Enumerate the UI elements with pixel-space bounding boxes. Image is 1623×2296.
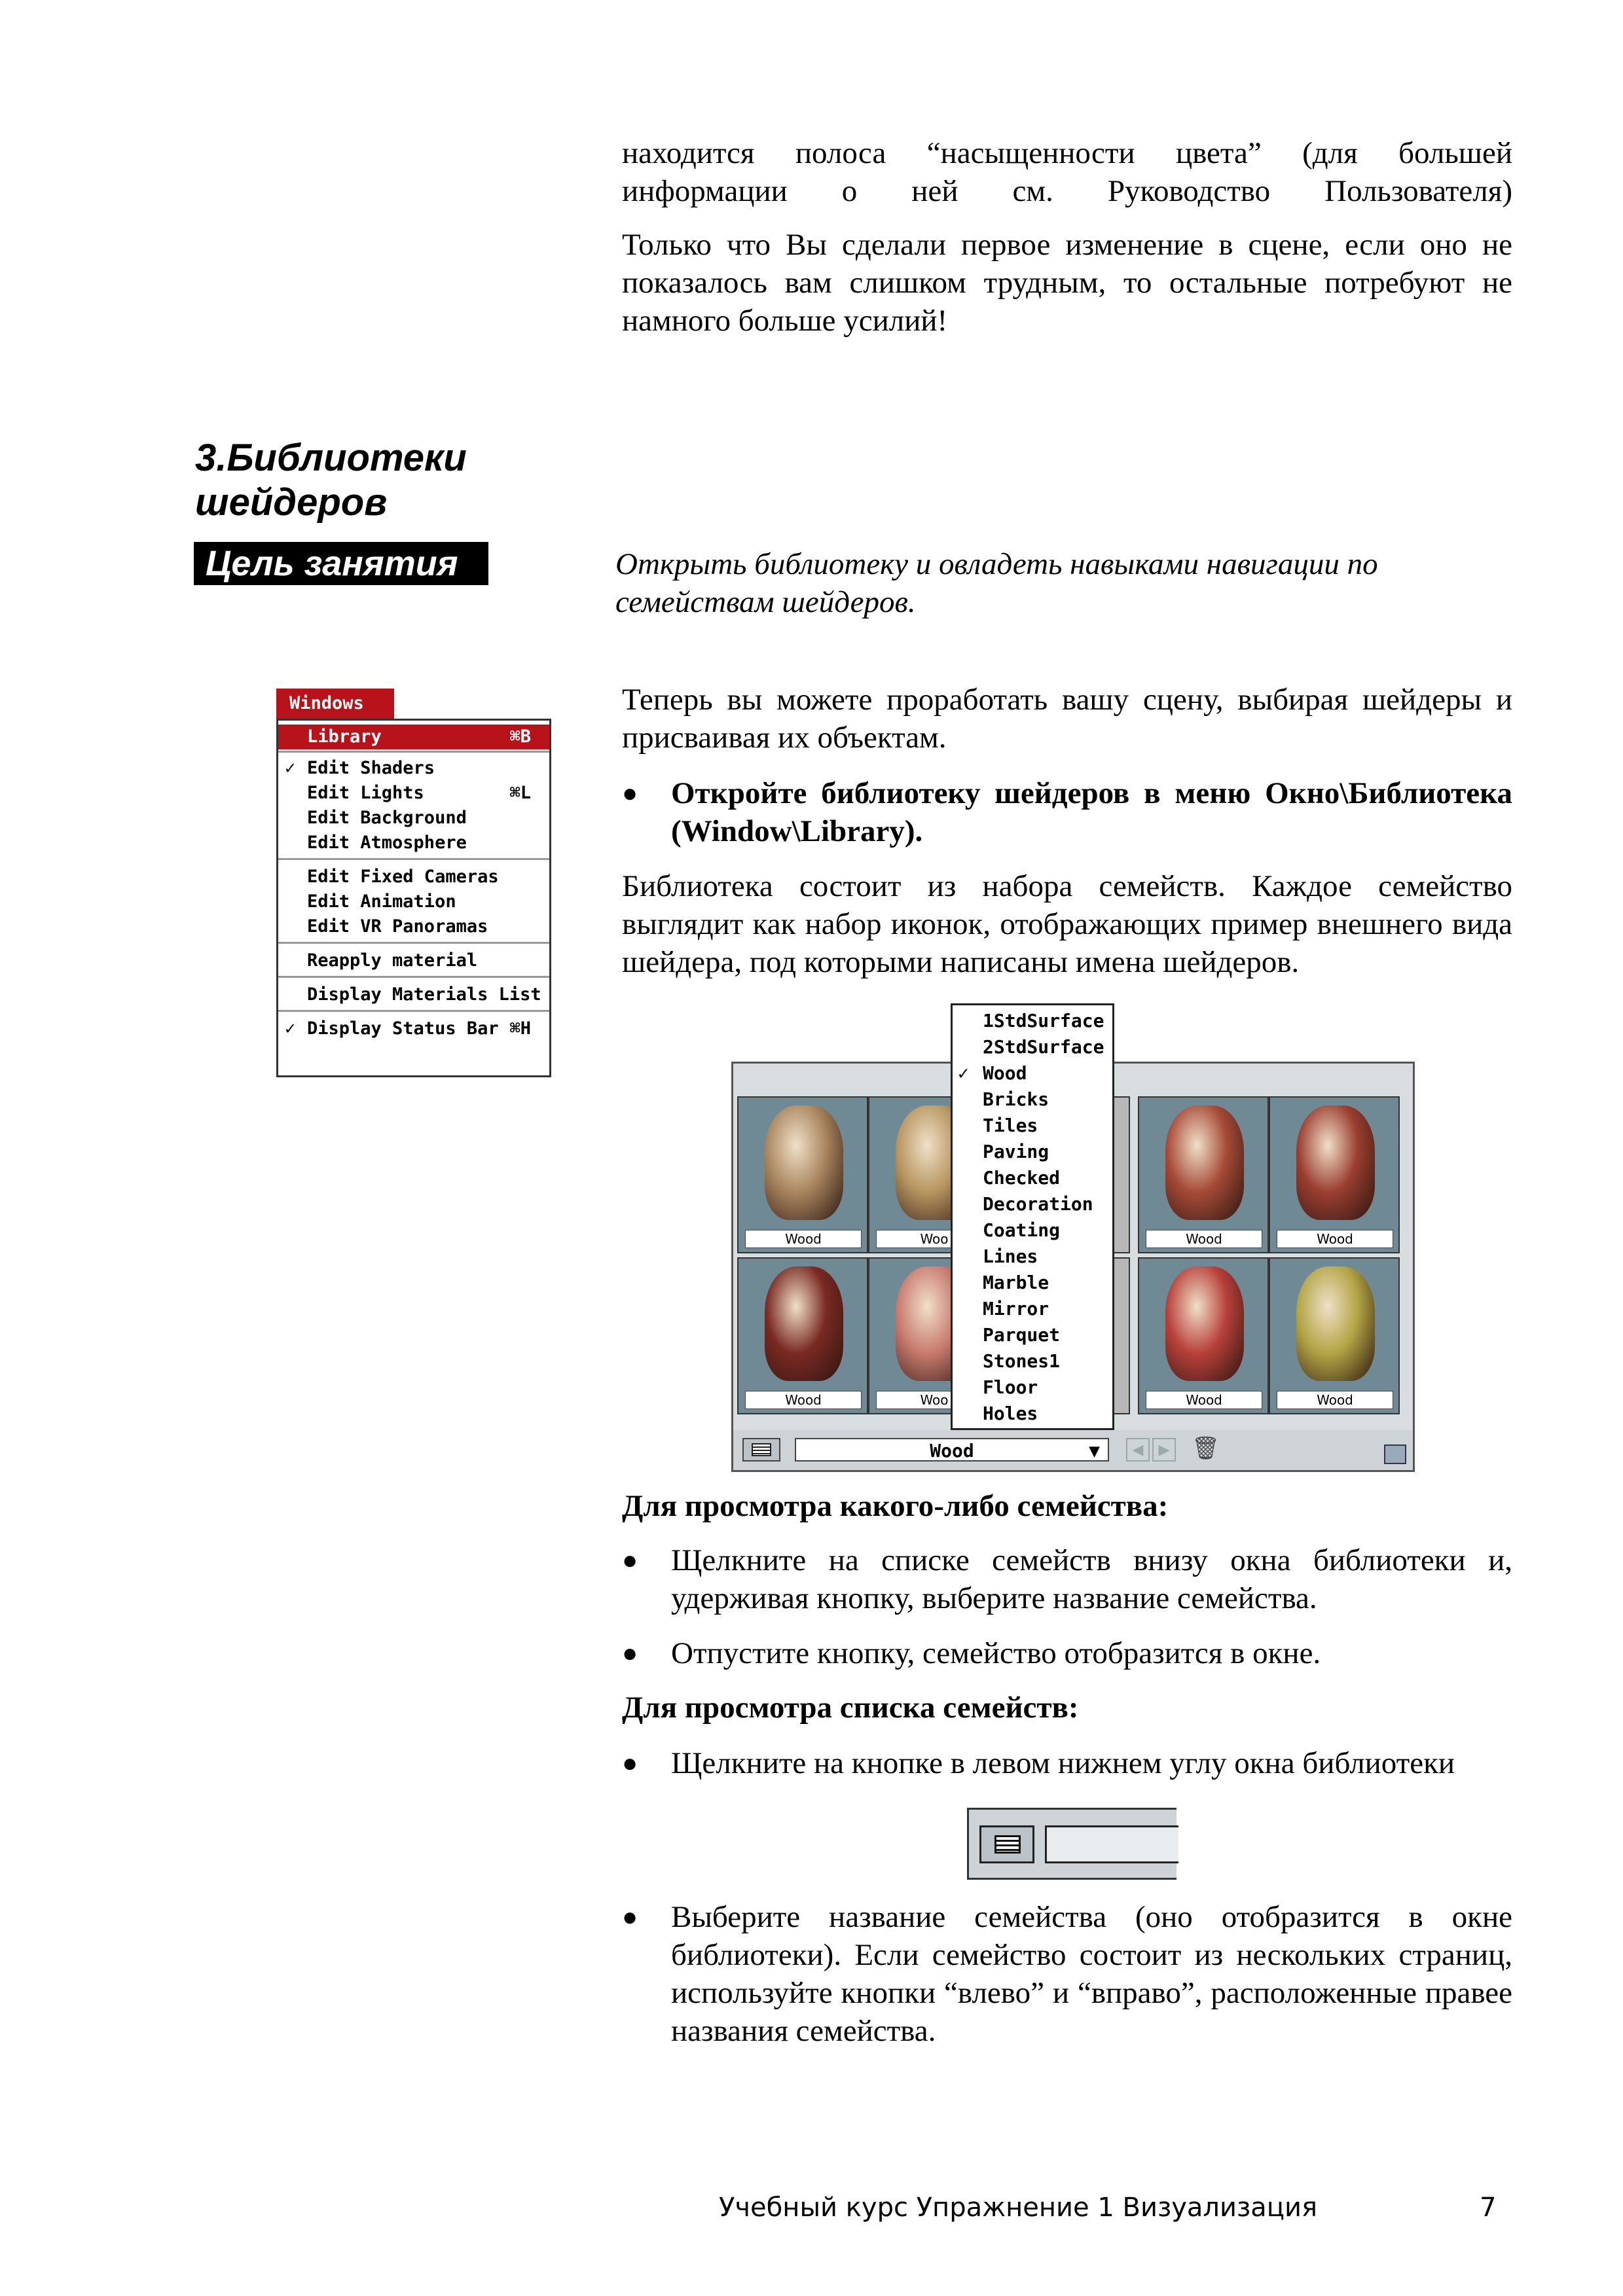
bullet-dot: ● bbox=[622, 778, 638, 808]
family-list-item[interactable] bbox=[953, 1296, 1112, 1322]
menu-title[interactable]: Windows bbox=[276, 689, 394, 719]
menu-item[interactable] bbox=[278, 725, 549, 749]
family-list-item-label: Mirror bbox=[983, 1298, 1049, 1319]
bullet-dot: ● bbox=[622, 1545, 638, 1575]
page-left-button[interactable]: ◀ bbox=[1126, 1438, 1150, 1462]
list-icon bbox=[994, 1835, 1021, 1854]
menu-item-shortcut: ⌘L bbox=[509, 783, 531, 803]
menu-item[interactable] bbox=[278, 889, 549, 914]
menu-item[interactable] bbox=[278, 1016, 549, 1041]
body-paragraph-2: Библиотека состоит из набора семейств. Каждое семейство выглядит как набор иконок, отображающих пример внешнего вида шейдера, под которыми написаны имена шейдеров. bbox=[622, 869, 1512, 979]
menu-item[interactable] bbox=[278, 756, 549, 781]
menu-item-label: Edit Shaders bbox=[307, 758, 435, 778]
bullet-dot: ● bbox=[622, 1638, 638, 1668]
shader-name-label: Wood bbox=[745, 1391, 862, 1409]
family-dropdown[interactable] bbox=[795, 1438, 1109, 1462]
shader-name-label: Wood bbox=[745, 1230, 862, 1248]
shader-preview-figure bbox=[1165, 1266, 1244, 1381]
family-list-item-label: Tiles bbox=[983, 1115, 1038, 1136]
menu-item[interactable] bbox=[278, 948, 549, 973]
family-list-item-label: Parquet bbox=[983, 1324, 1061, 1346]
goal-text: Открыть библиотеку и овладеть навыками навигации по семействам шейдеров. bbox=[615, 547, 1378, 619]
intro-paragraph-2: Только что Вы сделали первое изменение в сцене, если оно не показалось вам слишком трудным, то остальные потребуют не намного больше усилий! bbox=[622, 228, 1512, 338]
family-list-item-label: 2StdSurface bbox=[983, 1036, 1104, 1058]
family-dropdown-value: Wood bbox=[930, 1440, 974, 1462]
check-icon: ✓ bbox=[285, 758, 296, 778]
family-list-item-label: Paving bbox=[983, 1141, 1049, 1162]
menu-item-label: Display Status Bar bbox=[307, 1018, 499, 1039]
family-list-item-label: Wood bbox=[983, 1062, 1027, 1084]
bullet-dot: ● bbox=[622, 1902, 638, 1931]
family-list-item[interactable] bbox=[953, 1165, 1112, 1191]
shader-thumbnail[interactable] bbox=[737, 1257, 868, 1414]
family-list-item[interactable] bbox=[953, 1008, 1112, 1034]
footer-course: Учебный курс Упражнение 1 Визуализация bbox=[719, 2193, 1318, 2223]
menu-separator bbox=[278, 976, 549, 978]
bullet-text: Откройте библиотеку шейдеров в меню Окно\Библиотека (Window\Library). bbox=[671, 776, 1512, 848]
page-right-button[interactable]: ▶ bbox=[1152, 1438, 1176, 1462]
family-list-item-label: Lines bbox=[983, 1246, 1038, 1267]
page-number: 7 bbox=[1480, 2193, 1497, 2223]
family-list-button[interactable] bbox=[742, 1438, 780, 1462]
family-list-item-label: Marble bbox=[983, 1272, 1049, 1293]
shader-name-label: Wood bbox=[1277, 1391, 1393, 1409]
family-list-item[interactable] bbox=[953, 1401, 1112, 1427]
family-list-item[interactable] bbox=[953, 1113, 1112, 1139]
menu-separator bbox=[278, 858, 549, 860]
bullet-text: Отпустите кнопку, семейство отобразится в окне. bbox=[671, 1636, 1321, 1670]
library-bottom-bar bbox=[733, 1430, 1413, 1469]
menu-separator bbox=[278, 1010, 549, 1012]
shader-preview-figure bbox=[1296, 1266, 1375, 1381]
menu-body bbox=[276, 719, 551, 1077]
family-list-item[interactable] bbox=[953, 1217, 1112, 1244]
menu-item-shortcut: ⌘H bbox=[509, 1018, 531, 1039]
family-list-item[interactable] bbox=[953, 1060, 1112, 1086]
family-list-item-label: 1StdSurface bbox=[983, 1010, 1104, 1031]
section-heading bbox=[195, 436, 588, 525]
family-list-item[interactable] bbox=[953, 1374, 1112, 1401]
menu-item[interactable] bbox=[278, 865, 549, 889]
family-list-item-label: Decoration bbox=[983, 1193, 1093, 1215]
menu-item-label: Display Materials List bbox=[307, 984, 541, 1005]
subheading-family-list: Для просмотра списка семейств: bbox=[622, 1691, 1079, 1725]
bullet-text: Щелкните на кнопке в левом нижнем углу окна библиотеки bbox=[671, 1746, 1455, 1780]
body-paragraph-1: Теперь вы можете проработать вашу сцену, выбирая шейдеры и присваивая их объектам. bbox=[622, 683, 1512, 755]
family-list-item-label: Floor bbox=[983, 1376, 1038, 1398]
menu-separator bbox=[278, 751, 549, 753]
shader-preview-figure bbox=[1165, 1105, 1244, 1220]
shader-name-label: Wood bbox=[1146, 1230, 1262, 1248]
list-icon bbox=[752, 1443, 771, 1456]
menu-item-shortcut: ⌘B bbox=[509, 726, 531, 747]
check-icon: ✓ bbox=[285, 1018, 296, 1039]
family-list-item-label: Stones1 bbox=[983, 1350, 1061, 1372]
bullet-text: Щелкните на списке семейств внизу окна библиотеки и, удерживая кнопку, выберите название семейства. bbox=[671, 1543, 1512, 1615]
intro-paragraph-1: находится полоса “насыщенности цвета” (для большей информации о ней см. Руководство Пользователя) bbox=[622, 136, 1512, 208]
family-list-item-label: Checked bbox=[983, 1167, 1061, 1189]
family-list-button[interactable] bbox=[979, 1825, 1034, 1863]
shader-preview-figure bbox=[765, 1266, 843, 1381]
family-list-item-label: Holes bbox=[983, 1403, 1038, 1424]
shader-name-label: Woo bbox=[876, 1230, 993, 1248]
bullet-dot: ● bbox=[622, 1748, 638, 1778]
family-dropdown-fragment bbox=[1045, 1825, 1178, 1863]
trash-icon[interactable]: 🗑 bbox=[1192, 1437, 1220, 1461]
menu-item[interactable] bbox=[278, 982, 549, 1007]
menu-item-label: Edit Animation bbox=[307, 891, 456, 912]
family-list-item[interactable] bbox=[953, 1322, 1112, 1348]
shader-thumbnail[interactable] bbox=[1269, 1257, 1400, 1414]
family-list-item[interactable] bbox=[953, 1191, 1112, 1217]
section-heading-line-2: шейдеров bbox=[195, 481, 388, 524]
family-list-item[interactable] bbox=[953, 1348, 1112, 1374]
menu-item-label: Edit Lights bbox=[307, 783, 424, 803]
shader-thumbnail[interactable] bbox=[1138, 1257, 1269, 1414]
menu-item-label: Edit VR Panoramas bbox=[307, 916, 488, 937]
family-list-item[interactable] bbox=[953, 1270, 1112, 1296]
corner-button-illustration bbox=[967, 1808, 1176, 1880]
menu-item[interactable] bbox=[278, 806, 549, 831]
section-heading-line-1: 3.Библиотеки bbox=[195, 437, 467, 479]
menu-item-label: Edit Atmosphere bbox=[307, 833, 467, 853]
shader-thumbnail[interactable] bbox=[1138, 1096, 1269, 1253]
menu-item[interactable] bbox=[278, 831, 549, 855]
family-list-item[interactable] bbox=[953, 1034, 1112, 1060]
shader-thumbnail[interactable] bbox=[1269, 1096, 1400, 1253]
menu-item-label: Library bbox=[307, 726, 382, 747]
family-list-item[interactable] bbox=[953, 1139, 1112, 1165]
chevron-down-icon: ▼ bbox=[1089, 1440, 1100, 1462]
bullet-text: Выберите название семейства (оно отобразится в окне библиотеки). Если семейство состоит из нескольких страниц, используйте кнопки “влево” и “вправо”, расположенные правее названия семейства. bbox=[671, 1900, 1512, 2048]
family-popup-list bbox=[951, 1003, 1114, 1430]
menu-item-label: Edit Fixed Cameras bbox=[307, 867, 499, 887]
subheading-view-family: Для просмотра какого-либо семейства: bbox=[622, 1489, 1169, 1523]
menu-item[interactable] bbox=[278, 781, 549, 806]
family-list-item-label: Bricks bbox=[983, 1088, 1049, 1110]
check-icon: ✓ bbox=[958, 1062, 969, 1084]
shader-name-label: Woo bbox=[876, 1391, 993, 1409]
shader-name-label: Wood bbox=[1277, 1230, 1393, 1248]
shader-name-label: Wood bbox=[1146, 1391, 1262, 1409]
goal-label: Цель занятия bbox=[194, 542, 488, 585]
shader-preview-figure bbox=[765, 1105, 843, 1220]
family-list-item[interactable] bbox=[953, 1244, 1112, 1270]
resize-handle-icon[interactable] bbox=[1384, 1444, 1406, 1464]
menu-item[interactable] bbox=[278, 914, 549, 939]
family-list-item[interactable] bbox=[953, 1086, 1112, 1113]
menu-item-label: Edit Background bbox=[307, 808, 467, 828]
shader-thumbnail[interactable] bbox=[737, 1096, 868, 1253]
menu-item-label: Reapply material bbox=[307, 950, 478, 971]
menu-separator bbox=[278, 942, 549, 944]
family-list-item-label: Coating bbox=[983, 1219, 1061, 1241]
shader-preview-figure bbox=[1296, 1105, 1375, 1220]
